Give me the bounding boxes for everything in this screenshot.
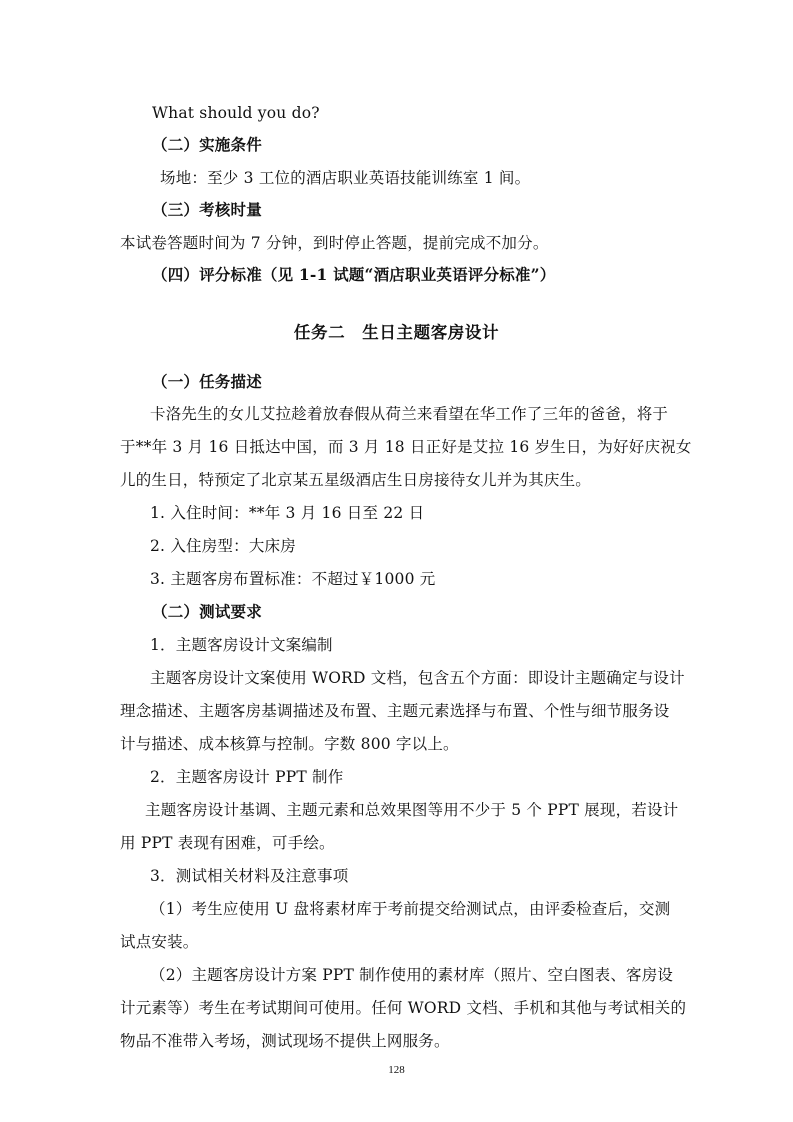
section-heading-test-requirements: （二）测试要求: [152, 602, 262, 621]
task-item-3: 3. 主题客房布置标准：不超过￥1000 元: [150, 570, 436, 588]
requirement-1-line-3: 计与描述、成本核算与控制。字数 800 字以上。: [120, 735, 459, 753]
section-heading-task-description: （一）任务描述: [152, 372, 262, 391]
task-item-2: 2. 入住房型：大床房: [150, 537, 296, 555]
requirement-3-sub2-line-2: 计元素等）考生在考试期间可使用。任何 WORD 文档、手机和其他与考试相关的: [120, 999, 687, 1017]
task-description-line-1: 卡洛先生的女儿艾拉趁着放春假从荷兰来看望在华工作了三年的爸爸，将于: [150, 405, 669, 423]
task-item-1: 1. 入住时间：**年 3 月 16 日至 22 日: [150, 504, 425, 522]
section-heading-duration: （三）考核时量: [152, 200, 262, 219]
requirement-1-line-1: 主题客房设计文案使用 WORD 文档，包含五个方面：即设计主题确定与设计: [150, 669, 685, 687]
intro-question: What should you do?: [152, 104, 320, 122]
duration-text: 本试卷答题时间为 7 分钟，到时停止答题，提前完成不加分。: [120, 234, 549, 252]
requirement-3-title: 3．测试相关材料及注意事项: [150, 867, 349, 885]
requirement-3-sub2-line-1: （2）主题客房设计方案 PPT 制作使用的素材库（照片、空白图表、客房设: [150, 966, 674, 984]
task-title: 任务二 生日主题客房设计: [293, 323, 500, 342]
requirement-2-line-2: 用 PPT 表现有困难，可手绘。: [120, 834, 335, 852]
requirement-1-line-2: 理念描述、主题客房基调描述及布置、主题元素选择与布置、个性与细节服务设: [120, 702, 670, 720]
task-description-line-3: 儿的生日，特预定了北京某五星级酒店生日房接待女儿并为其庆生。: [120, 471, 592, 489]
requirement-1-title: 1．主题客房设计文案编制: [150, 636, 333, 654]
requirement-3-sub1-line-2: 试点安装。: [120, 933, 199, 951]
conditions-text: 场地：至少 3 工位的酒店职业英语技能训练室 1 间。: [160, 169, 531, 187]
requirement-3-sub1-line-1: （1）考生应使用 U 盘将素材库于考前提交给测试点，由评委检查后，交测: [150, 900, 671, 918]
section-heading-scoring: （四）评分标准（见 1-1 试题“酒店职业英语评分标准”）: [152, 265, 556, 284]
requirement-2-title: 2．主题客房设计 PPT 制作: [150, 768, 344, 786]
requirement-3-sub2-line-3: 物品不准带入考场，测试现场不提供上网服务。: [120, 1032, 450, 1050]
requirement-2-line-1: 主题客房设计基调、主题元素和总效果图等用不少于 5 个 PPT 展现，若设计: [145, 801, 679, 819]
page-number: 128: [388, 1064, 405, 1076]
section-heading-conditions: （二）实施条件: [152, 135, 262, 154]
task-description-line-2: 于**年 3 月 16 日抵达中国，而 3 月 18 日正好是艾拉 16 岁生日，为好好庆祝女: [120, 438, 692, 456]
